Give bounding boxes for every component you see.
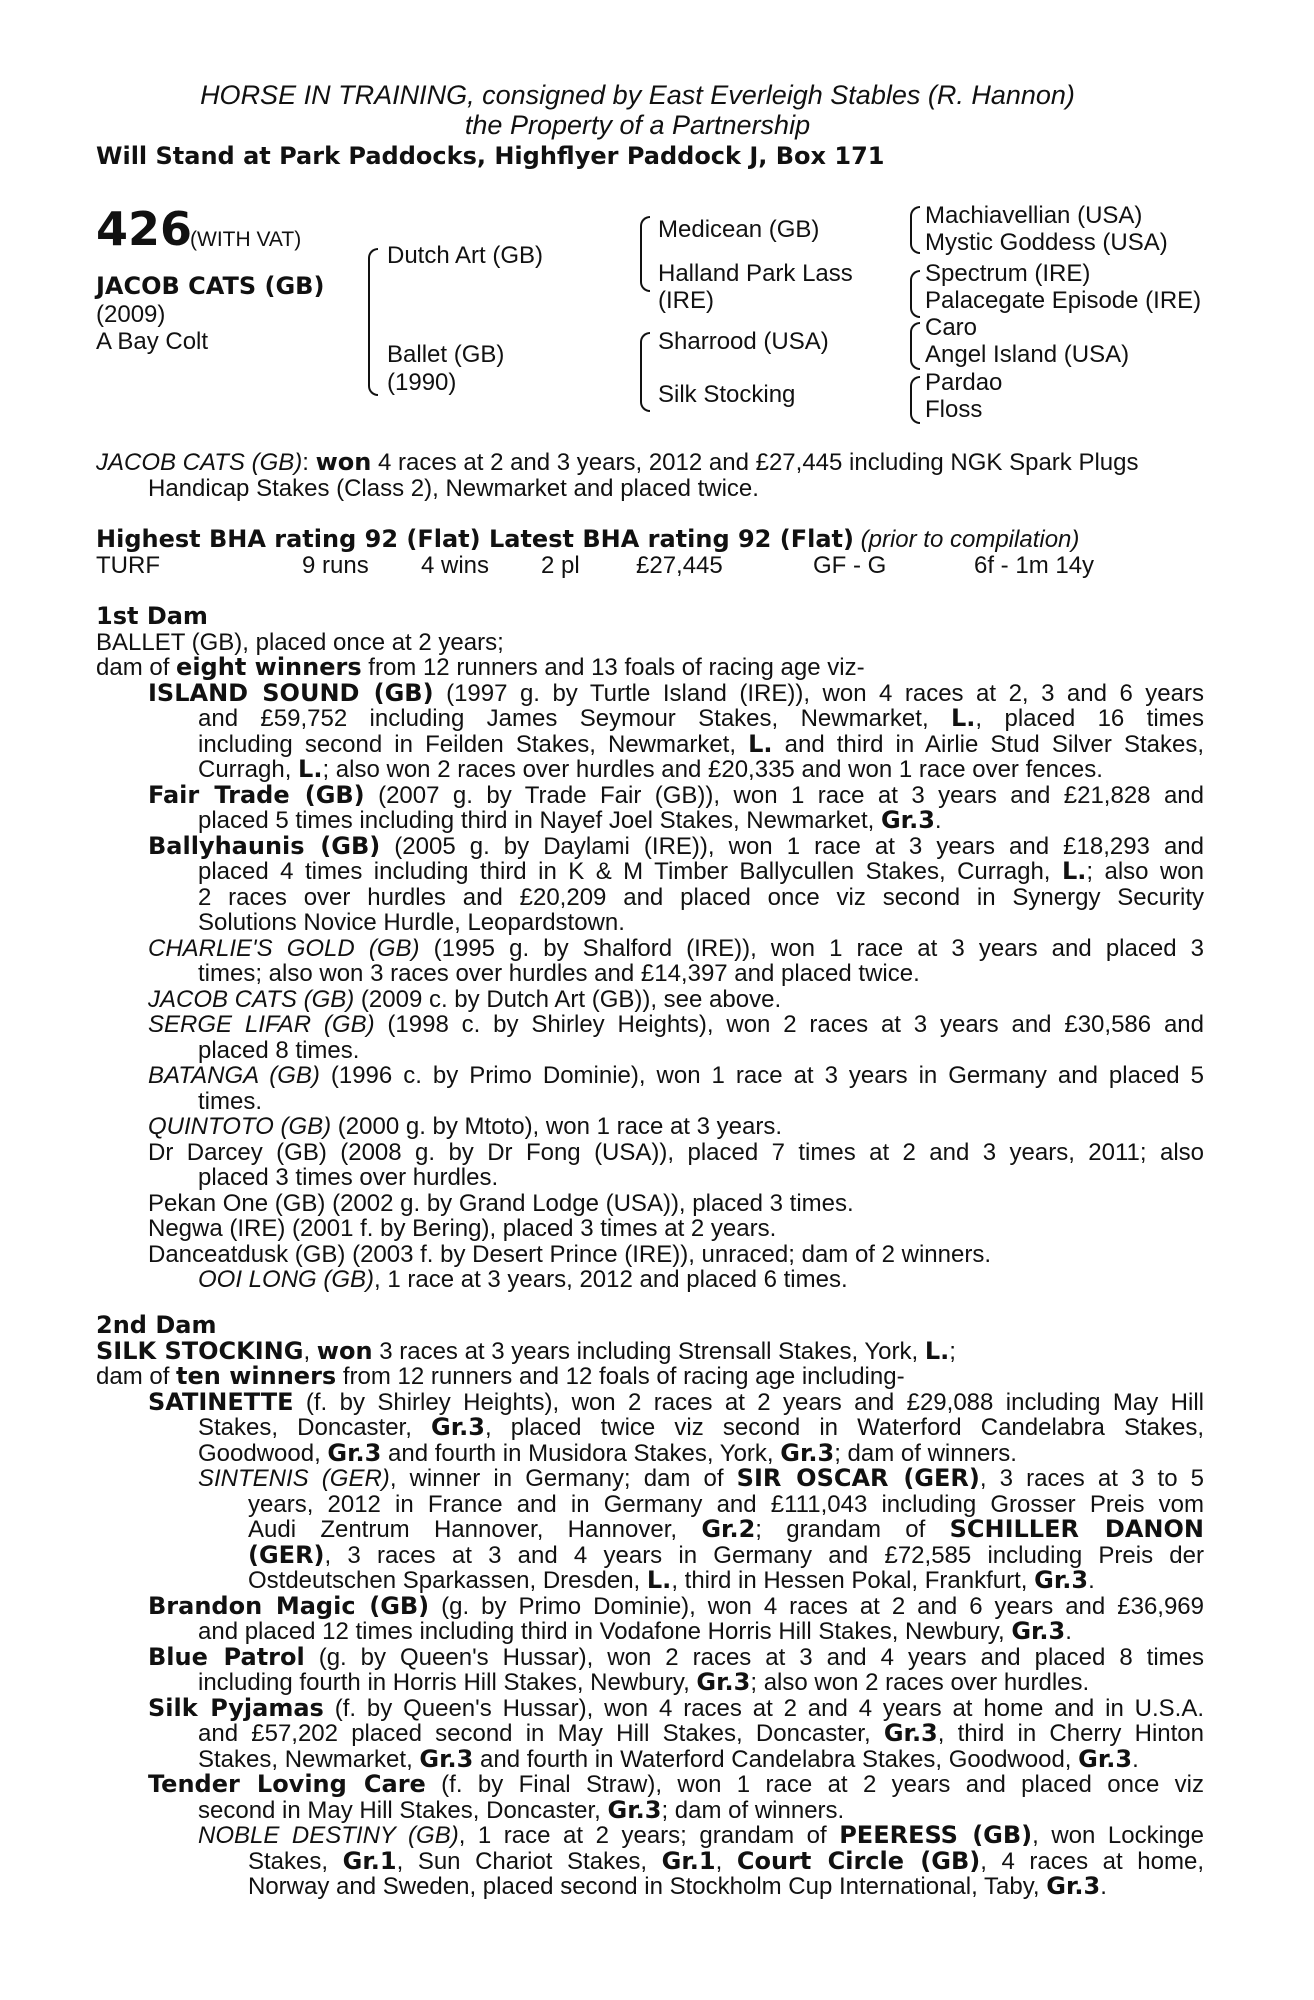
pedigree-brace-sire (640, 216, 650, 292)
group-marker: Gr.3 (607, 1795, 662, 1824)
dam-text: , (303, 1337, 317, 1365)
listed-marker: L. (298, 755, 323, 783)
pedigree-g7: Pardao (925, 369, 1003, 396)
pedigree-brace-g2 (910, 270, 920, 318)
produce-text: , Sun Chariot Stakes, (396, 1847, 662, 1875)
produce-text: Solutions Novice Hurdle, Leopardstown. (198, 909, 625, 936)
dam-text: 3 races at 3 years including Strensall Stakes, York, (372, 1337, 925, 1365)
produce-entry (96, 1772, 1204, 1798)
pedigree-g3: Spectrum (IRE) (925, 260, 1091, 287)
produce-text: Norway and Sweden, placed second in Stockholm Cup International, Taby, (248, 1873, 1047, 1900)
produce-entry: Dr Darcey (GB) (2008 g. by Dr Fong (USA)), placed 7 times at 2 and 3 years, 2011; also (148, 1138, 1204, 1166)
produce-name: OOI LONG (GB) (198, 1266, 375, 1293)
pedigree-brace-g4 (910, 376, 920, 424)
turf-placed: 2 pl (541, 551, 580, 579)
produce-text: ; also won (1086, 858, 1204, 885)
produce-text: including second in Feilden Stakes, Newmarket, (198, 730, 749, 758)
group-marker: Gr.3 (1078, 1744, 1133, 1773)
rating-note: (prior to compilation) (853, 526, 1080, 553)
group-marker: Gr.1 (661, 1846, 716, 1875)
pedigree-g1: Machiavellian (USA) (925, 202, 1143, 229)
produce-text: ; also won 2 races over hurdles and £20,335 and won 1 race over fences. (322, 756, 1103, 783)
produce-entry (96, 1823, 1204, 1849)
produce-text: Stakes, Newmarket, (198, 1745, 420, 1773)
group-marker: Gr.3 (327, 1438, 382, 1467)
pedigree-brace-g1 (910, 206, 920, 254)
group-marker: Gr.3 (880, 806, 935, 834)
produce-text: and fourth in Waterford Candelabra Stakes, Goodwood, (473, 1745, 1079, 1773)
first-dam-section (96, 604, 1204, 1293)
rating-text: Highest BHA rating 92 (Flat) Latest BHA rating 92 (Flat) (96, 525, 854, 553)
produce-text: times. (198, 1087, 263, 1115)
produce-entry (96, 1387, 1204, 1416)
produce-name: Fair Trade (GB) (148, 780, 365, 809)
pedigree-g4: Palacegate Episode (IRE) (925, 287, 1202, 314)
produce-text: , (715, 1847, 737, 1875)
produce-text: (1995 g. by Shalford (IRE)), won 1 race at 3 years and placed 3 (419, 934, 1204, 962)
produce-text: and £59,752 including James Seymour Stakes, Newmarket, (198, 705, 951, 732)
produce-text: (f. by Queen's Hussar), won 4 races at 2 and 4 years at home and in U.S.A. (323, 1694, 1204, 1722)
dam-text: dam of (96, 1363, 177, 1390)
summary-line2: Handicap Stakes (Class 2), Newmarket and placed twice. (148, 474, 759, 502)
produce-name: (GER) (248, 1540, 325, 1569)
produce-entry (96, 1642, 1204, 1671)
produce-text: Ostdeutschen Sparkassen, Dresden, (248, 1567, 647, 1594)
summary-text: 4 races at 2 and 3 years, 2012 and £27,445 including NGK Spark Plugs (371, 449, 1139, 476)
produce-text: (2000 g. by Mtoto), won 1 race at 3 years. (331, 1113, 783, 1140)
lot-description: A Bay Colt (96, 328, 209, 355)
produce-text: Stakes, (248, 1847, 343, 1875)
turf-distance: 6f - 1m 14y (974, 551, 1095, 579)
produce-text: years, 2012 in France and in Germany and £111,043 including Grosser Preis vom (248, 1490, 1204, 1518)
produce-name: SIR OSCAR (GER) (736, 1464, 980, 1492)
produce-text: (1996 c. by Primo Dominie), won 1 race at 3 years in Germany and placed 5 (319, 1062, 1204, 1089)
pedigree-dam-dam: Silk Stocking (658, 381, 796, 408)
produce-text: placed 3 times over hurdles. (198, 1164, 499, 1191)
produce-text: (1998 c. by Shirley Heights), won 2 races at 3 years and £30,586 and (374, 1011, 1204, 1038)
group-marker: Gr.3 (419, 1744, 474, 1773)
pedigree-brace-g3 (910, 322, 920, 370)
lot-year: (2009) (96, 301, 166, 328)
produce-text: placed 4 times including third in K & M Timber Ballycullen Stakes, Curragh, (198, 858, 1062, 885)
produce-name: SINTENIS (GER) (198, 1465, 390, 1492)
produce-entry (96, 1063, 1204, 1089)
header-location: Will Stand at Park Paddocks, Highflyer Paddock J, Box 171 (96, 142, 885, 170)
produce-text: (g. by Queen's Hussar), won 2 races at 3 and 4 years and placed 8 times (304, 1643, 1204, 1671)
produce-name: SATINETTE (148, 1387, 294, 1416)
turf-money: £27,445 (636, 551, 723, 579)
produce-text: 2 races over hurdles and £20,209 and placed once viz second in Synergy Security (198, 883, 1204, 911)
produce-text: (2009 c. by Dutch Art (GB)), see above. (354, 985, 782, 1013)
produce-name: Brandon Magic (GB) (148, 1591, 430, 1620)
produce-entry: Danceatdusk (GB) (2003 f. by Desert Prince (IRE)), unraced; dam of 2 winners. (148, 1240, 992, 1268)
group-marker: Gr.1 (342, 1846, 397, 1875)
produce-entry (96, 831, 1205, 860)
pedigree-g2: Mystic Goddess (USA) (925, 229, 1168, 256)
produce-text: . (1088, 1567, 1095, 1594)
pedigree-sire-dam: Halland Park Lass (658, 260, 853, 287)
produce-name: CHARLIE'S GOLD (GB) (148, 934, 420, 962)
pedigree-sire-dam-country: (IRE) (658, 287, 714, 314)
produce-text: (f. by Final Straw), won 1 race at 2 years and placed once viz (425, 1771, 1205, 1798)
produce-name: Silk Pyjamas (148, 1693, 324, 1722)
first-dam-intro: BALLET (GB), placed once at 2 years; (96, 628, 504, 656)
summary-name: JACOB CATS (GB) (96, 449, 303, 476)
page-header (0, 80, 1240, 140)
turf-going: GF - G (813, 551, 887, 579)
listed-marker: L. (748, 729, 773, 758)
produce-name: PEERESS (GB) (839, 1821, 1033, 1849)
listed-marker: L. (1061, 857, 1087, 885)
produce-text: second in May Hill Stakes, Doncaster, (198, 1796, 608, 1824)
produce-text: (g. by Primo Dominie), won 4 races at 2 and 6 years and £36,969 (429, 1592, 1204, 1620)
pedigree-g8: Floss (925, 396, 983, 423)
group-marker: Gr.3 (696, 1668, 751, 1696)
pedigree-dam-sire: Sharrood (USA) (658, 328, 829, 355)
produce-text: Audi Zentrum Hannover, Hannover, (248, 1516, 702, 1543)
dam-text: ; (949, 1337, 956, 1365)
produce-name: Court Circle (GB) (736, 1846, 981, 1875)
produce-text: , winner in Germany; dam of (389, 1465, 737, 1492)
produce-name: SERGE LIFAR (GB) (148, 1011, 375, 1038)
lot-name: JACOB CATS (GB) (96, 272, 325, 300)
produce-text: ; dam of winners. (661, 1796, 845, 1824)
produce-entry (96, 1693, 1204, 1722)
pedigree-dam-year: (1990) (387, 369, 457, 396)
second-dam-heading: 2nd Dam (96, 1311, 217, 1339)
produce-text: , placed 16 times (975, 705, 1204, 732)
produce-text: , third in Hessen Pokal, Frankfurt, (671, 1567, 1035, 1594)
produce-entry: Pekan One (GB) (2002 g. by Grand Lodge (USA)), placed 3 times. (148, 1189, 854, 1217)
listed-marker: L. (951, 704, 976, 732)
group-marker: Gr.3 (780, 1438, 835, 1467)
produce-text: (1997 g. by Turtle Island (IRE)), won 4 races at 2, 3 and 6 years (433, 679, 1204, 707)
produce-text: and third in Airlie Stud Silver Stakes, (772, 730, 1205, 758)
produce-name: QUINTOTO (GB) (148, 1113, 332, 1140)
pedigree-sire-sire: Medicean (GB) (658, 216, 820, 243)
first-dam-text: dam of (96, 654, 177, 681)
produce-text: . (934, 807, 942, 834)
first-dam-text: from 12 runners and 13 foals of racing age viz- (361, 654, 865, 681)
produce-entry (96, 1466, 1204, 1492)
produce-text: , third in Cherry Hinton (937, 1720, 1204, 1747)
produce-name: JACOB CATS (GB) (148, 985, 355, 1013)
produce-text: (2005 g. by Daylami (IRE)), won 1 race at 3 years and £18,293 and (380, 832, 1205, 860)
second-dam-name: SILK STOCKING (96, 1336, 304, 1365)
produce-text: Curragh, (198, 756, 299, 783)
produce-text: , 1 race at 3 years, 2012 and placed 6 times. (374, 1266, 848, 1293)
first-dam-winners: eight winners (176, 653, 362, 681)
first-dam-heading: 1st Dam (96, 602, 208, 630)
produce-entry (96, 936, 1204, 962)
produce-entry (96, 1114, 1204, 1140)
dam-winners: ten winners (176, 1362, 337, 1390)
produce-name: Tender Loving Care (148, 1770, 426, 1798)
produce-text: , placed twice viz second in Waterford Candelabra Stakes, (484, 1414, 1204, 1441)
pedigree-brace-main (368, 248, 378, 396)
header-property: the Property of a Partnership (464, 110, 811, 140)
lot-vat: (WITH VAT) (190, 228, 302, 251)
produce-entry (96, 1012, 1204, 1038)
race-summary: JACOB CATS (GB): won 4 races at 2 and 3 years, 2012 and £27,445 including NGK Spark Plugs Handicap Stakes (Class 2), Newmarket and placed twice. (96, 450, 1204, 501)
header-consignor: HORSE IN TRAINING, consigned by East Everleigh Stables (R. Hannon) (200, 80, 1075, 110)
produce-text: , won Lockinge (1032, 1822, 1204, 1849)
pedigree-brace-dam (640, 332, 650, 412)
produce-text: placed 8 times. (198, 1036, 360, 1064)
produce-name: SCHILLER DANON (949, 1515, 1204, 1543)
produce-text: Goodwood, (198, 1439, 328, 1467)
dam-text: from 12 runners and 12 foals of racing age including- (336, 1363, 905, 1390)
produce-name: NOBLE DESTINY (GB) (198, 1822, 459, 1849)
produce-text: (2007 g. by Trade Fair (GB)), won 1 race at 3 years and £21,828 and (364, 781, 1204, 809)
produce-text: ; grandam of (755, 1516, 950, 1543)
produce-text: placed 5 times including third in Nayef Joel Stakes, Newmarket, (198, 807, 881, 834)
listed-marker: L. (924, 1336, 950, 1365)
listed-marker: L. (646, 1566, 672, 1594)
lot-number: 426 (96, 202, 193, 256)
produce-text: . (1132, 1745, 1139, 1773)
produce-text: ; dam of winners. (834, 1439, 1017, 1467)
produce-name: Ballyhaunis (GB) (148, 831, 381, 860)
group-marker: Gr.3 (883, 1719, 938, 1747)
produce-text: times; also won 3 races over hurdles and £14,397 and placed twice. (198, 960, 920, 987)
produce-entry (96, 1267, 1204, 1293)
pedigree-sire: Dutch Art (GB) (387, 242, 544, 269)
produce-text: , 3 races at 3 and 4 years in Germany and £72,585 including Preis der (324, 1541, 1204, 1569)
produce-text: and placed 12 times including third in Vodafone Horris Hill Stakes, Newbury, (198, 1618, 1012, 1645)
dam-won: won (316, 1336, 373, 1365)
produce-text: , 3 races at 3 to 5 (979, 1465, 1205, 1492)
turf-runs: 9 runs (302, 551, 369, 579)
produce-text: and fourth in Musidora Stakes, York, (381, 1439, 781, 1467)
turf-wins: 4 wins (421, 551, 490, 579)
produce-text: and £57,202 placed second in May Hill Stakes, Doncaster, (198, 1720, 884, 1747)
second-dam-section (96, 1313, 1204, 1900)
produce-text: (f. by Shirley Heights), won 2 races at 2 years and £29,088 including May Hill (293, 1388, 1204, 1416)
produce-text: , 4 races at home, (980, 1847, 1204, 1875)
produce-name: ISLAND SOUND (GB) (148, 678, 434, 707)
group-marker: Gr.3 (1046, 1872, 1101, 1900)
produce-entry: Negwa (IRE) (2001 f. by Bering), placed 3 times at 2 years. (148, 1215, 777, 1242)
pedigree-dam: Ballet (GB) (387, 341, 505, 368)
produce-entry (96, 780, 1204, 809)
group-marker: Gr.3 (1034, 1566, 1089, 1594)
produce-text: including fourth in Horris Hill Stakes, Newbury, (198, 1669, 697, 1696)
produce-name: BATANGA (GB) (148, 1062, 320, 1089)
rating-block (96, 527, 1204, 579)
produce-text: . (1100, 1873, 1107, 1900)
produce-name: Blue Patrol (148, 1642, 305, 1671)
produce-entry (96, 678, 1204, 707)
produce-text: Stakes, Doncaster, (198, 1414, 432, 1441)
group-marker: Gr.2 (701, 1515, 756, 1543)
produce-entry (96, 1591, 1204, 1620)
produce-text: , 1 race at 2 years; grandam of (458, 1822, 840, 1849)
summary-won: won (315, 448, 372, 476)
group-marker: Gr.3 (1011, 1617, 1066, 1645)
group-marker: Gr.3 (431, 1413, 485, 1441)
produce-text: . (1065, 1618, 1072, 1645)
turf-record (96, 553, 1204, 579)
produce-text: ; also won 2 races over hurdles. (750, 1669, 1090, 1696)
pedigree-g6: Angel Island (USA) (925, 341, 1130, 368)
pedigree-g5: Caro (925, 314, 978, 341)
produce-entry (96, 987, 1204, 1013)
turf-label: TURF (96, 551, 160, 579)
